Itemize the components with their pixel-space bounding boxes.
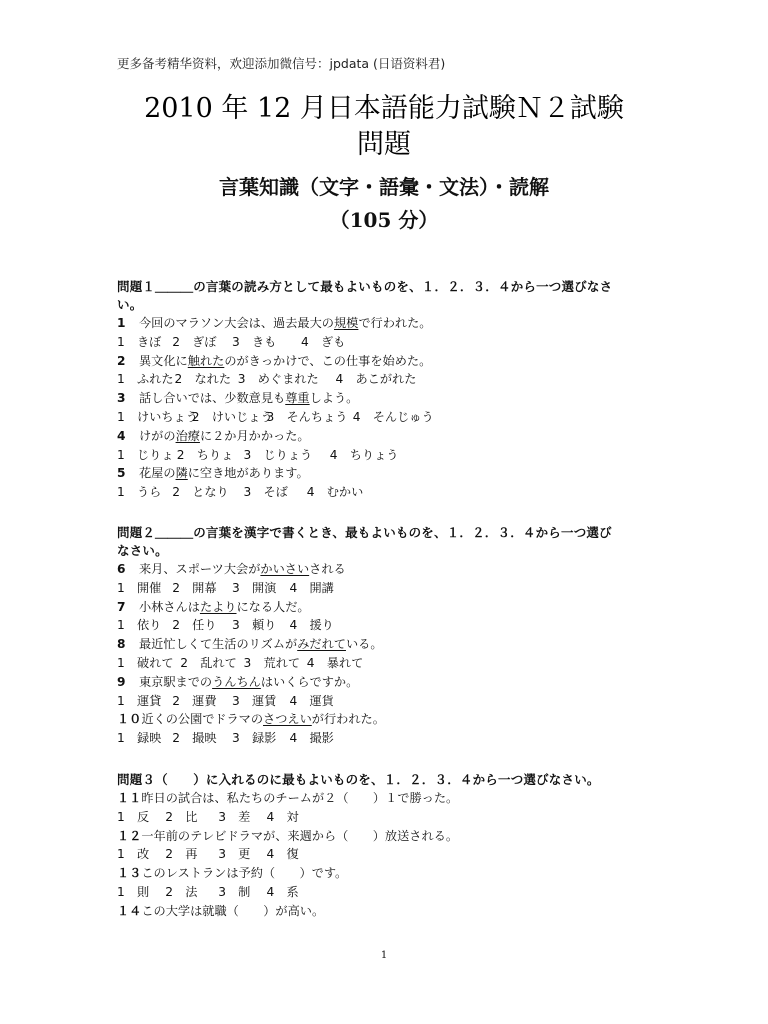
question-text: はいくらですか。 — [260, 674, 359, 689]
underlined-word: たより — [199, 599, 237, 614]
section-2 — [117, 524, 657, 748]
underlined-word: かいさい — [260, 562, 310, 576]
question-number: 9 — [117, 674, 126, 689]
answer-option: 4 系 — [266, 884, 299, 899]
question-number: 5 — [117, 466, 126, 481]
section-1-heading-cont: い。 — [117, 297, 143, 312]
question-number: １３ — [117, 866, 142, 881]
answer-option: 1 運貸 — [117, 693, 162, 708]
answer-option: 2 なれた — [174, 372, 232, 387]
question-text: この大学は就職（ ）が高い。 — [141, 903, 325, 918]
answer-options — [117, 483, 657, 502]
answer-option: 3 きも — [232, 334, 277, 349]
answer-option: 2 となり — [172, 485, 229, 500]
question-line — [117, 635, 657, 654]
answer-option: 4 むかい — [306, 485, 364, 500]
section-2-heading-cont: なさい。 — [117, 543, 168, 558]
answer-options — [117, 729, 657, 748]
question-line — [117, 352, 657, 371]
question-line — [117, 464, 657, 483]
answer-options — [117, 692, 657, 711]
answer-option: 1 開催 — [117, 580, 162, 595]
question-text: 一年前のテレビドラマが、来週から（ ）放送される。 — [141, 828, 459, 843]
question-text: 話し合いでは、少数意見も — [139, 391, 286, 406]
answer-option: 1 則 — [117, 884, 150, 899]
exam-subtitle: 言葉知識（文字・語彙・文法）・読解 — [219, 175, 549, 199]
answer-options — [117, 408, 657, 427]
question-number: 4 — [117, 428, 126, 443]
underlined-word: みだれて — [297, 637, 346, 652]
question-text: 異文化に — [139, 353, 188, 368]
question-text: 来月、スポーツ大会が — [139, 562, 261, 576]
answer-option: 1 ふれた — [117, 372, 174, 387]
answer-options — [117, 579, 657, 598]
answer-option: 2 乱れて — [180, 655, 237, 670]
answer-option: 1 破れて — [117, 655, 174, 670]
answer-options — [117, 808, 657, 827]
underlined-word: 尊重 — [285, 391, 310, 406]
answer-option: 2 法 — [165, 884, 198, 899]
answer-option: 1 反 — [117, 809, 150, 824]
underlined-word: 触れた — [187, 353, 225, 368]
answer-options — [117, 845, 657, 864]
answer-option: 2 けいじょう — [191, 409, 273, 424]
question-number: 2 — [117, 353, 126, 368]
answer-option: 3 荒れて — [243, 655, 301, 670]
section-2-heading: 問題２＿＿＿の言葉を漢字で書くとき、最もよいものを、１．２．３．４から一つ選び — [117, 525, 612, 540]
question-number: １１ — [117, 791, 142, 805]
section-3-heading: 問題３（ ）に入れるのに最もよいものを、１．２．３．４から一つ選びなさい。 — [117, 772, 600, 787]
question-line — [117, 598, 657, 617]
section-1 — [117, 278, 657, 502]
answer-option: 3 録影 — [232, 731, 277, 746]
question-line — [117, 864, 657, 883]
question-text: 花屋の — [139, 466, 176, 481]
question-text: で行われた。 — [358, 316, 432, 330]
question-text: に２か月かかった。 — [199, 428, 310, 443]
answer-option: 3 開演 — [232, 580, 277, 595]
question-text: が行われた。 — [311, 712, 385, 727]
section-3 — [117, 771, 657, 921]
question-number: 7 — [117, 599, 126, 614]
answer-option: 4 対 — [266, 809, 299, 824]
question-line — [117, 673, 657, 692]
question-line — [117, 710, 657, 729]
question-number: 3 — [117, 391, 126, 406]
question-line — [117, 389, 657, 408]
underlined-word: 隣 — [175, 466, 188, 481]
question-text: 昨日の試合は、私たちのチームが２（ ）１で勝った。 — [141, 791, 459, 805]
question-number: １４ — [117, 903, 142, 918]
answer-options — [117, 370, 657, 389]
underlined-word: 治療 — [175, 428, 200, 443]
answer-option: 4 運貨 — [289, 693, 334, 708]
question-number: 6 — [117, 562, 126, 576]
answer-option: 1 依り — [117, 618, 162, 633]
answer-options — [117, 333, 657, 352]
question-line — [117, 827, 657, 846]
question-line — [117, 560, 657, 579]
answer-option: 2 運費 — [172, 693, 217, 708]
answer-option: 2 比 — [165, 809, 198, 824]
answer-option: 2 ぎぼ — [172, 334, 217, 349]
question-text: される — [309, 562, 346, 576]
question-text: に空き地があります。 — [187, 466, 309, 481]
answer-option: 4 そんじゅう — [352, 409, 434, 424]
section-1-items — [117, 314, 657, 502]
question-number: １２ — [117, 828, 142, 843]
section-3-items — [117, 789, 657, 921]
question-line — [117, 902, 657, 921]
answer-option: 1 うら — [117, 485, 162, 500]
section-2-items — [117, 560, 657, 748]
question-text: 最近忙しくて生活のリズムが — [139, 637, 298, 652]
question-text: けがの — [139, 428, 176, 443]
answer-option: 3 じりょう — [243, 447, 313, 462]
answer-options — [117, 446, 657, 465]
answer-option: 4 援り — [289, 618, 334, 633]
answer-option: 1 きぼ — [117, 334, 162, 349]
answer-option: 3 差 — [218, 809, 251, 824]
page-number: 1 — [380, 950, 388, 961]
question-text: 近くの公園でドラマの — [141, 712, 264, 727]
question-text: のがきっかけで、この仕事を始めた。 — [224, 353, 432, 368]
answer-option: 3 そんちょう — [266, 409, 348, 424]
question-text: になる人だ。 — [236, 599, 310, 614]
answer-option: 3 制 — [218, 884, 251, 899]
answer-option: 4 暴れて — [306, 655, 364, 670]
underlined-word: さつえい — [263, 712, 312, 727]
header-note: 更多备考精华资料，欢迎添加微信号：jpdata (日语资料君) — [117, 56, 446, 71]
question-number: 8 — [117, 637, 126, 652]
answer-option: 4 開講 — [289, 580, 334, 595]
answer-option: 2 撮映 — [172, 731, 217, 746]
question-line — [117, 789, 657, 808]
question-text: このレストランは予約（ ）です。 — [141, 866, 348, 881]
answer-option: 1 けいちょう — [117, 409, 198, 424]
answer-option: 3 運賃 — [232, 693, 277, 708]
question-line — [117, 314, 657, 333]
answer-option: 4 あこがれた — [335, 372, 417, 387]
section-1-heading: 問題１＿＿＿の言葉の読み方として最もよいものを、１．２．３．４から一つ選びなさ — [117, 279, 613, 294]
answer-option: 1 録映 — [117, 731, 162, 746]
answer-option: 3 頼り — [232, 618, 277, 633]
answer-option: 3 めぐまれた — [237, 372, 319, 387]
underlined-word: うんちん — [212, 674, 261, 689]
answer-option: 2 ちりょ — [176, 447, 234, 462]
answer-option: 3 更 — [218, 847, 251, 862]
exam-duration: （105 分） — [329, 208, 439, 232]
question-number: 1 — [117, 316, 126, 330]
question-line — [117, 427, 657, 446]
answer-options — [117, 883, 657, 902]
answer-option: 4 ぎも — [301, 334, 346, 349]
answer-option: 1 改 — [117, 847, 150, 862]
answer-option: 2 任り — [172, 618, 217, 633]
answer-option: 3 そば — [243, 485, 288, 500]
answer-option: 1 じりょ — [117, 447, 174, 462]
answer-option: 4 撮影 — [289, 731, 334, 746]
question-text: しよう。 — [309, 391, 359, 406]
question-text: 小林さんは — [139, 599, 200, 614]
question-number: １０ — [117, 712, 142, 727]
underlined-word: 規模 — [334, 316, 359, 330]
exam-title: 2010 年 12 月日本語能力試験Ｎ２試験 — [144, 93, 624, 124]
answer-option: 4 復 — [266, 847, 299, 862]
question-text: 今回のマラソン大会は、過去最大の — [139, 316, 334, 330]
answer-option: 2 開幕 — [172, 580, 217, 595]
question-text: いる。 — [345, 637, 383, 652]
answer-options — [117, 654, 657, 673]
answer-option: 2 再 — [165, 847, 198, 862]
question-text: 東京駅までの — [139, 674, 213, 689]
exam-title-cont: 問題 — [357, 129, 411, 160]
answer-options — [117, 616, 657, 635]
answer-option: 4 ちりょう — [329, 447, 399, 462]
